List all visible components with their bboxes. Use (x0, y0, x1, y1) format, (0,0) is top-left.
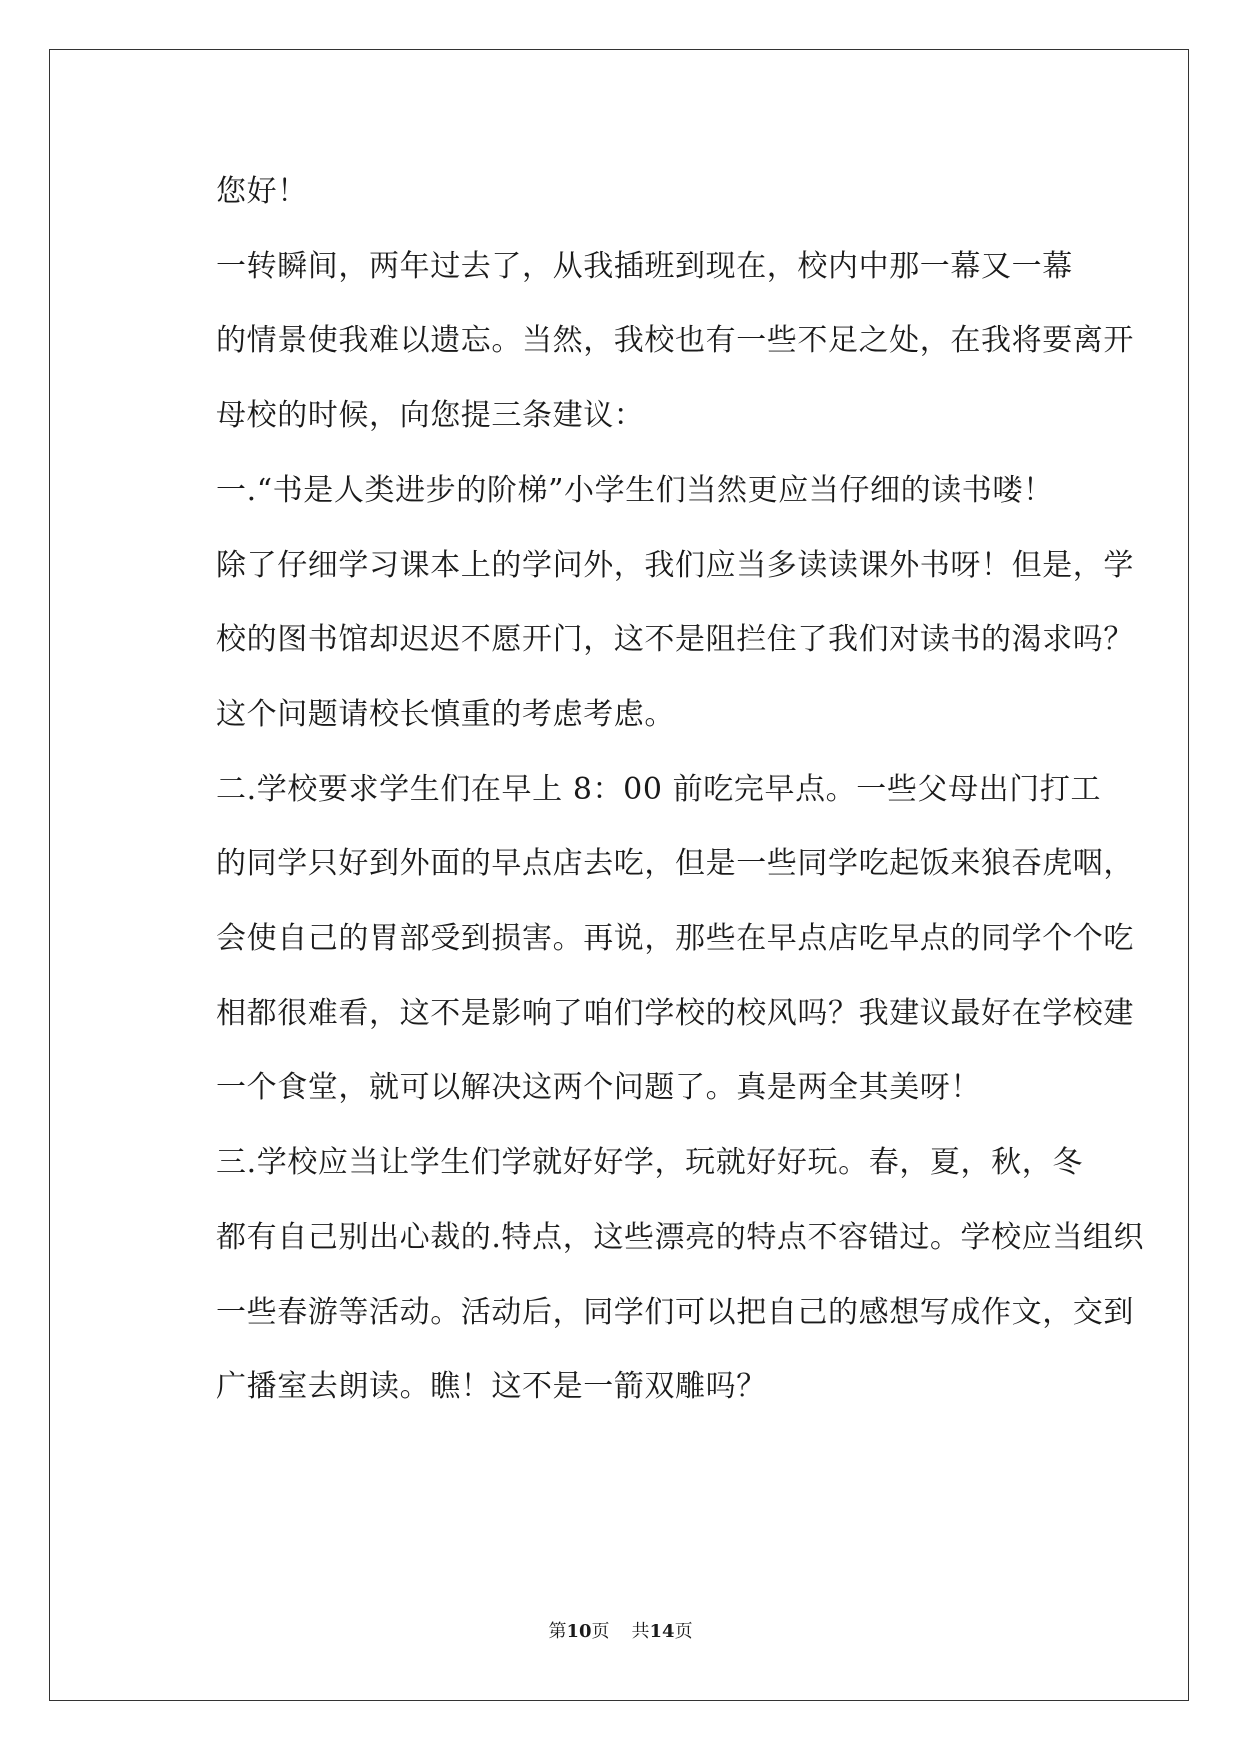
suggestion-two-paragraph (152, 753, 1134, 1127)
text-line: 的情景使我难以遗忘。当然，我校也有一些不足之处，在我将要离开 (216, 323, 1134, 359)
text-line: 相都很难看，这不是影响了咱们学校的校风吗？我建议最好在学校建 (216, 995, 1134, 1031)
page-prefix: 第 (548, 1621, 567, 1642)
text-line: 母校的时候，向您提三条建议： (216, 398, 645, 434)
text-line: 这个问题请校长慎重的考虑考虑。 (216, 696, 675, 732)
text-line: 一些春游等活动。活动后，同学们可以把自己的感想写成作文，交到 (216, 1294, 1134, 1330)
greeting-paragraph (152, 155, 1092, 230)
text-line: 您好！ (216, 174, 308, 209)
total-pages: 14 (649, 1621, 675, 1642)
document-body (152, 155, 1145, 1425)
page-number: 10 (566, 1621, 592, 1642)
total-suffix: 页 (674, 1621, 693, 1642)
total-prefix: 共 (631, 1621, 650, 1642)
text-line: 会使自己的胃部受到损害。再说，那些在早点店吃早点的同学个个吃 (216, 921, 1134, 957)
intro-paragraph (152, 230, 1134, 454)
page-footer (0, 1617, 1241, 1643)
text-line: 一个食堂，就可以解决这两个问题了。真是两全其美呀！ (216, 1070, 981, 1106)
text-line: 二.学校要求学生们在早上 8：00 前吃完早点。一些父母出门打工 (216, 771, 1102, 807)
text-line: 广播室去朗读。瞧！这不是一箭双雕吗？ (216, 1369, 767, 1405)
text-line: 除了仔细学习课本上的学问外，我们应当多读读课外书呀！但是，学 (216, 547, 1134, 583)
text-line: 一.“书是人类进步的阶梯”小学生们当然更应当仔细的读书喽！ (216, 472, 1054, 508)
suggestion-three-paragraph (152, 1126, 1145, 1425)
text-line: 的同学只好到外面的早点店去吃，但是一些同学吃起饭来狼吞虎咽， (216, 846, 1134, 882)
text-line: 校的图书馆却迟迟不愿开门，这不是阻拦住了我们对读书的渴求吗？ (216, 622, 1134, 658)
text-line: 一转瞬间，两年过去了，从我插班到现在，校内中那一幕又一幕 (216, 248, 1073, 284)
text-line: 都有自己别出心裁的.特点，这些漂亮的特点不容错过。学校应当组织 (216, 1219, 1145, 1255)
text-line: 三.学校应当让学生们学就好好学，玩就好好玩。春，夏，秋，冬 (216, 1145, 1083, 1181)
page-suffix: 页 (591, 1621, 610, 1642)
suggestion-one-paragraph (152, 454, 1134, 753)
